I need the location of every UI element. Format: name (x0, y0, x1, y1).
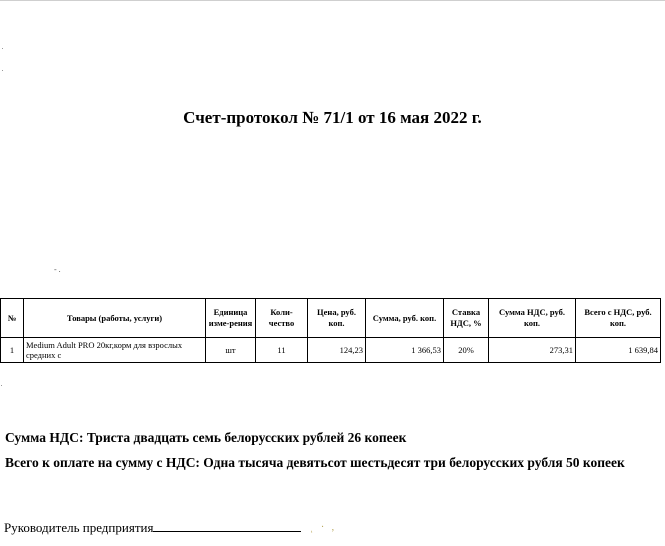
document-title: Счет-протокол № 71/1 от 16 мая 2022 г. (183, 108, 482, 127)
scan-speck (2, 48, 3, 49)
cell-qty: 11 (256, 338, 308, 363)
table-header-row (1, 299, 661, 338)
cell-num: 1 (1, 338, 24, 363)
cell-total: 1 639,84 (576, 338, 661, 363)
col-header-qty: Коли-чество (256, 299, 308, 338)
cell-item: Medium Adult PRO 20кг,корм для взрослых средних с (24, 338, 206, 363)
scan-speck (2, 70, 3, 71)
signature-line (4, 519, 301, 536)
scan-speck (1, 385, 2, 386)
col-header-total: Всего с НДС, руб. коп. (576, 299, 661, 338)
col-header-price: Цена, руб. коп. (308, 299, 366, 338)
cell-sum: 1 366,53 (366, 338, 444, 363)
cell-price: 124,23 (308, 338, 366, 363)
total-amount-in-words: Всего к оплате на сумму с НДС: Одна тысяча девятьсот шестьдесят три белорусских рубля 50 копеек (5, 455, 625, 470)
vat-amount-in-words: Сумма НДС: Триста двадцать семь белорусских рублей 26 копеек (5, 430, 407, 445)
col-header-item: Товары (работы, услуги) (24, 299, 206, 338)
table-row (1, 338, 661, 363)
col-header-num: № (1, 299, 24, 338)
col-header-vat-rate: Ставка НДС, % (444, 299, 489, 338)
signature-scribble: ͺ · , (310, 522, 335, 533)
cell-unit: шт (206, 338, 256, 363)
page-top-border (0, 0, 665, 1)
col-header-vat-sum: Сумма НДС, руб. коп. (489, 299, 576, 338)
signature-label: Руководитель предприятия (4, 520, 154, 535)
cell-vat-rate: 20% (444, 338, 489, 363)
col-header-sum: Сумма, руб. коп. (366, 299, 444, 338)
signature-blank (153, 519, 301, 532)
scan-mark: - . (54, 265, 61, 274)
invoice-table (0, 298, 661, 363)
col-header-unit: Единица изме-рения (206, 299, 256, 338)
cell-vat-sum: 273,31 (489, 338, 576, 363)
